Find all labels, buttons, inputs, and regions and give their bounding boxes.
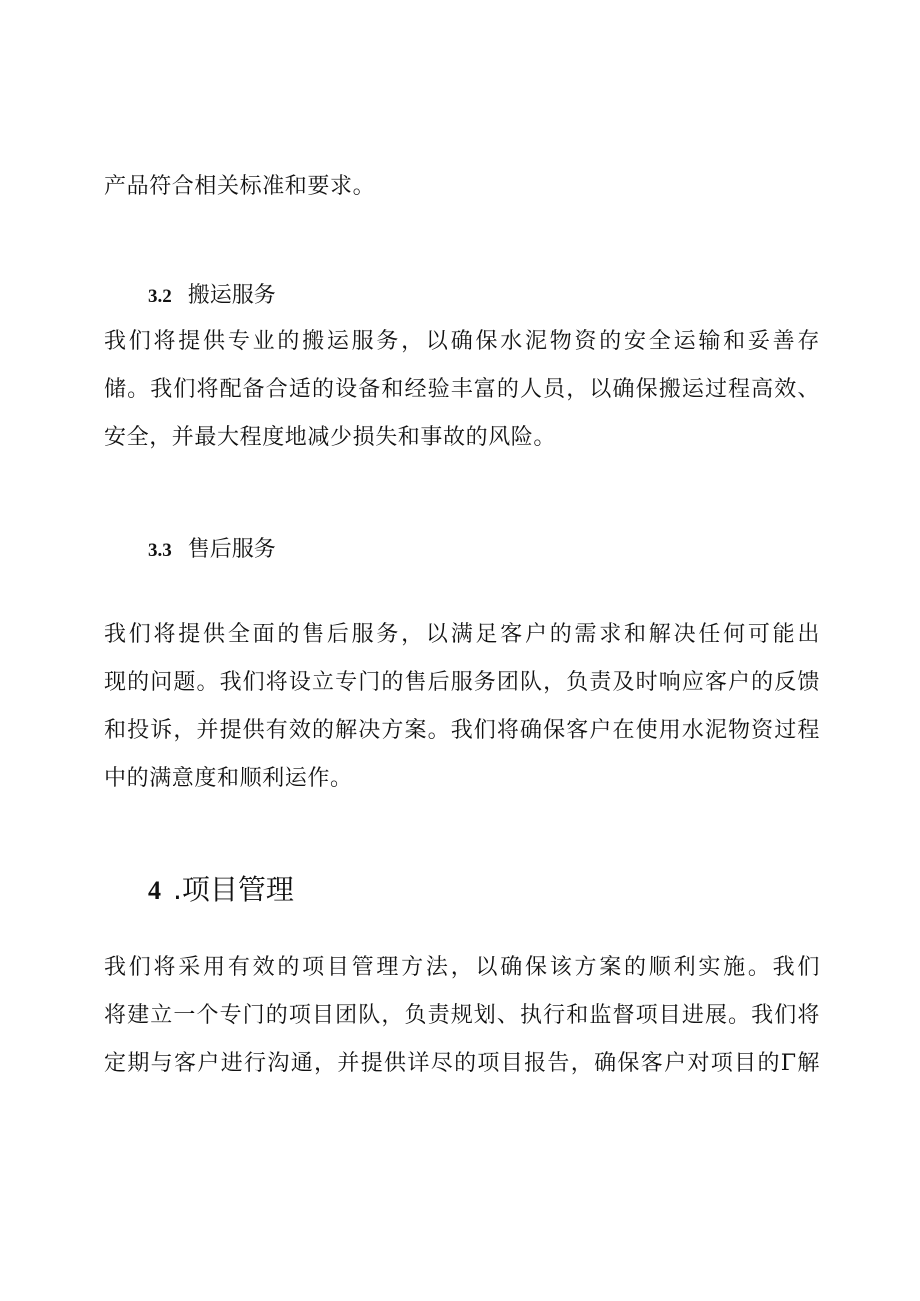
section-number: 4 <box>148 876 161 905</box>
paragraph-line: 我们将提供专业的搬运服务，以确保水泥物资的安全运输和妥善存 <box>104 329 820 354</box>
section-number: 3.3 <box>148 540 172 561</box>
paragraph-line: 定期与客户进行沟通，并提供详尽的项目报告，确保客户对项目的Γ解 <box>104 1051 820 1076</box>
paragraph-line: 和投诉，并提供有效的解决方案。我们将确保客户在使用水泥物资过程 <box>104 718 820 743</box>
section-heading-3-3 <box>148 535 276 566</box>
paragraph-line: 我们将提供全面的售后服务，以满足客户的需求和解决任何可能出 <box>104 622 820 647</box>
section-heading-4 <box>148 872 294 909</box>
paragraph-line: 将建立一个专门的项目团队，负责规划、执行和监督项目进展。我们将 <box>104 1003 820 1028</box>
section-heading-3-2 <box>148 281 276 312</box>
paragraph-line: 储。我们将配备合适的设备和经验丰富的人员，以确保搬运过程高效、 <box>104 377 820 402</box>
paragraph-line: 产品符合相关标准和要求。 <box>104 174 376 199</box>
paragraph-line: 现的问题。我们将设立专门的售后服务团队，负责及时响应客户的反馈 <box>104 670 820 695</box>
section-title: 搬运服务 <box>187 283 276 308</box>
paragraph-line: 中的满意度和顺利运作。 <box>104 766 353 791</box>
paragraph-line: 安全，并最大程度地减少损失和事故的风险。 <box>104 425 557 450</box>
paragraph-line: 我们将采用有效的项目管理方法，以确保该方案的顺利实施。我们 <box>104 955 820 980</box>
section-number: 3.2 <box>148 286 172 307</box>
section-title: 售后服务 <box>187 537 276 562</box>
section-title: .项目管理 <box>173 873 294 906</box>
